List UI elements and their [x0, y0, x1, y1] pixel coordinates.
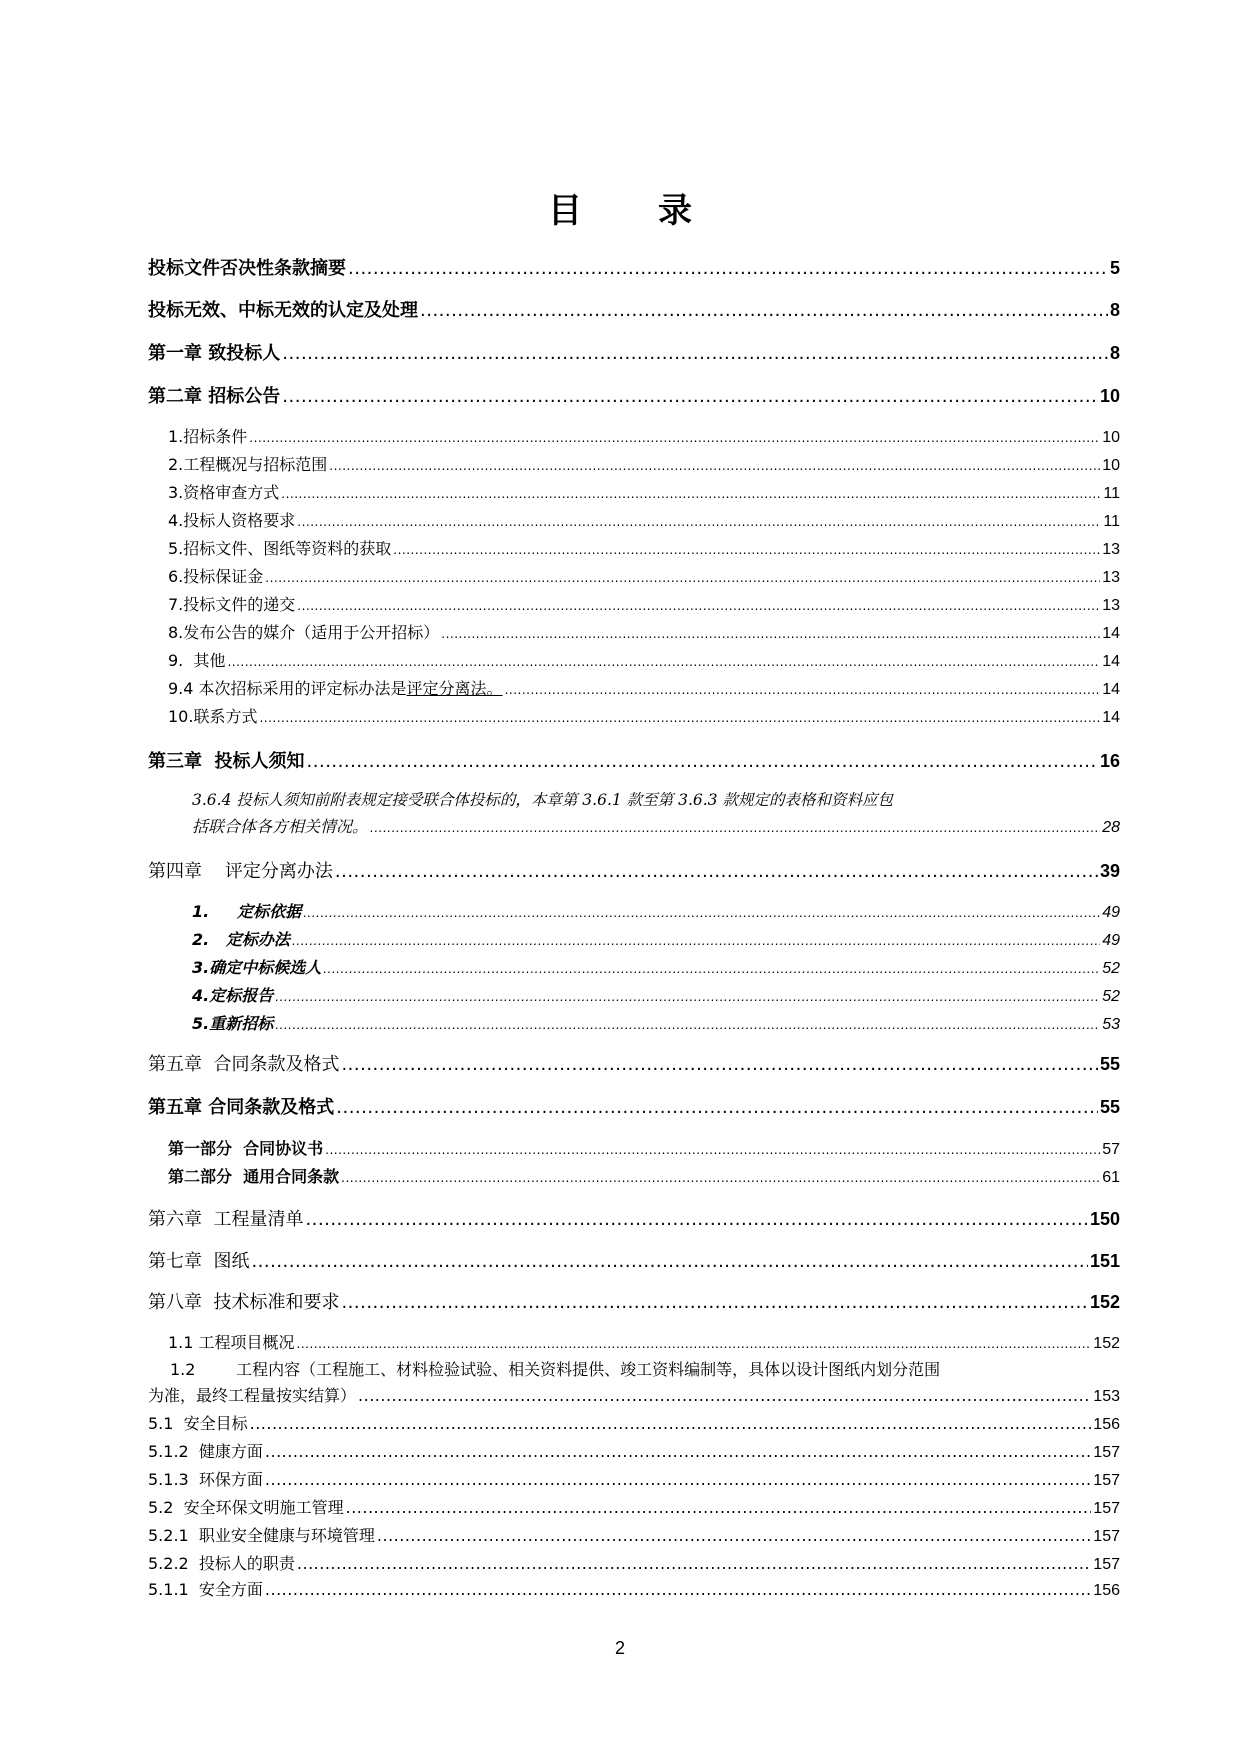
- toc-subentry[interactable]: [168, 678, 1120, 701]
- toc-subentry[interactable]: [168, 622, 1120, 645]
- dot-leader: [336, 1097, 1098, 1119]
- toc-entry-page: 156: [1093, 1416, 1120, 1433]
- dot-leader: [341, 1054, 1098, 1076]
- toc-entry[interactable]: [148, 1208, 1120, 1231]
- toc-entry-page: 152: [1093, 1335, 1120, 1352]
- dot-leader: [335, 861, 1098, 883]
- toc-entry-page: 157: [1093, 1444, 1120, 1461]
- dot-leader: [346, 1497, 1092, 1519]
- toc-entry[interactable]: [148, 1250, 1120, 1273]
- toc-entry-page: 10: [1102, 457, 1120, 474]
- toc-entry-page: 49: [1102, 932, 1120, 949]
- dot-leader: [251, 1251, 1088, 1273]
- toc-entry-page: 157: [1093, 1528, 1120, 1545]
- dot-leader: [341, 1166, 1100, 1189]
- toc-entry-page: 11: [1103, 513, 1120, 530]
- dot-leader: [341, 1292, 1088, 1314]
- toc-subentry[interactable]: [148, 1385, 1120, 1408]
- toc-entry-label: 5.1 安全目标: [148, 1414, 248, 1433]
- toc-entry-page: 10: [1102, 429, 1120, 446]
- dot-leader: [441, 622, 1100, 645]
- toc-subentry[interactable]: [168, 1166, 1120, 1189]
- toc-entry-page: 8: [1109, 300, 1120, 320]
- toc-entry-label: 1. 定标依据: [192, 902, 302, 921]
- dot-leader: [292, 929, 1100, 952]
- toc-entry-page: 157: [1093, 1556, 1120, 1573]
- toc-entry-page: 13: [1102, 569, 1120, 586]
- toc-entry[interactable]: [148, 385, 1120, 408]
- toc-entry-label: 3.资格审查方式: [168, 483, 280, 502]
- toc-entry-label: 括联合体各方相关情况。: [192, 817, 369, 836]
- toc-title: [0, 183, 1240, 232]
- toc-entry-label: 1.招标条件: [168, 427, 248, 446]
- toc-entry[interactable]: [148, 1096, 1120, 1119]
- toc-entry-label: 第五章 合同条款及格式: [148, 1054, 340, 1075]
- toc-entry-label: 6.投标保证金: [168, 567, 264, 586]
- toc-entry-label: 5.1.2 健康方面: [148, 1442, 263, 1461]
- dot-leader: [265, 1441, 1091, 1463]
- toc-subentry[interactable]: [148, 1553, 1120, 1576]
- toc-entry-label: 5.2 安全环保文明施工管理: [148, 1498, 344, 1517]
- title-char-2: 录: [658, 191, 692, 231]
- underlined-text: 评定分离法。: [406, 679, 503, 698]
- toc-subentry[interactable]: [168, 510, 1120, 533]
- toc-entry-label: [168, 678, 503, 700]
- toc-entry-label: 5.1.1 安全方面: [148, 1580, 263, 1599]
- toc-entry-page: 157: [1093, 1500, 1120, 1517]
- toc-subentry[interactable]: [192, 929, 1120, 952]
- toc-entry-page: 157: [1093, 1472, 1120, 1489]
- toc-wrapped-first-line[interactable]: 1.2 工程内容（工程施工、材料检验试验、相关资料提供、竣工资料编制等，具体以设计图纸内划分范围: [170, 1360, 941, 1379]
- toc-entry-page: 53: [1102, 1016, 1120, 1033]
- toc-entry-label: 4.投标人资格要求: [168, 511, 296, 530]
- dot-leader: [250, 1413, 1092, 1435]
- dot-leader: [297, 1332, 1092, 1355]
- toc-entry-page: 55: [1099, 1054, 1120, 1074]
- dot-leader: [307, 751, 1098, 773]
- toc-entry-page: 150: [1089, 1209, 1120, 1229]
- toc-entry-page: 55: [1099, 1097, 1120, 1117]
- toc-entry-label: 2. 定标办法: [192, 930, 290, 949]
- toc-entry-label: 5.1.3 环保方面: [148, 1470, 263, 1489]
- dot-leader: [281, 482, 1101, 505]
- dot-leader: [303, 901, 1100, 924]
- toc-entry[interactable]: [148, 257, 1120, 280]
- dot-leader: [297, 594, 1100, 617]
- dot-leader: [275, 985, 1100, 1008]
- toc-subentry[interactable]: [148, 1579, 1120, 1602]
- toc-entry-label: 8.发布公告的媒介（适用于公开招标）: [168, 623, 440, 642]
- toc-entry[interactable]: [148, 1291, 1120, 1314]
- dot-leader: [329, 454, 1100, 477]
- dot-leader: [420, 300, 1108, 322]
- dot-leader: [377, 1525, 1091, 1547]
- toc-entry-page: 152: [1089, 1292, 1120, 1312]
- toc-entry-label: 第五章 合同条款及格式: [148, 1097, 335, 1118]
- toc-entry-label: 为准，最终工程量按实结算）: [148, 1386, 357, 1405]
- toc-subentry[interactable]: [168, 1138, 1120, 1161]
- toc-entry-label: 投标无效、中标无效的认定及处理: [148, 300, 418, 321]
- toc-subentry[interactable]: [192, 816, 1120, 839]
- dot-leader: [370, 816, 1100, 839]
- toc-entry-label: 5.2.1 职业安全健康与环境管理: [148, 1526, 375, 1545]
- page-number: 2: [614, 1638, 625, 1658]
- dot-leader: [227, 650, 1100, 673]
- toc-entry-page: 13: [1102, 597, 1120, 614]
- toc-entry-page: 14: [1102, 625, 1120, 642]
- toc-subentry[interactable]: [168, 454, 1120, 477]
- toc-entry[interactable]: [148, 299, 1120, 322]
- toc-subentry[interactable]: [148, 1497, 1120, 1520]
- toc-wrapped-first-line[interactable]: 3.6.4 投标人须知前附表规定接受联合体投标的，本章第 3.6.1 款至第 3.6.3 款规定的表格和资料应包: [192, 791, 893, 809]
- toc-entry-page: 153: [1093, 1388, 1120, 1405]
- toc-subentry[interactable]: [168, 426, 1120, 449]
- dot-leader: [265, 1579, 1091, 1601]
- dot-leader: [358, 1385, 1091, 1407]
- toc-entry-page: 52: [1102, 960, 1120, 977]
- dot-leader: [275, 1013, 1100, 1036]
- toc-subentry[interactable]: [148, 1525, 1120, 1548]
- toc-entry-page: 28: [1102, 819, 1120, 836]
- dot-leader: [259, 706, 1100, 729]
- toc-entry-page: 39: [1099, 861, 1120, 881]
- toc-entry-label: 第四章 评定分离办法: [148, 861, 333, 882]
- dot-leader: [249, 426, 1100, 449]
- toc-subentry[interactable]: [168, 538, 1120, 561]
- toc-entry-label: 7.投标文件的递交: [168, 595, 296, 614]
- toc-entry-label: 第三章 投标人须知: [148, 751, 305, 772]
- toc-entry-label: 9. 其他: [168, 651, 226, 670]
- toc-subentry[interactable]: [148, 1441, 1120, 1464]
- toc-entry-label: 3.确定中标候选人: [192, 958, 322, 977]
- toc-entry[interactable]: [148, 750, 1120, 773]
- toc-entry-label: 投标文件否决性条款摘要: [148, 258, 346, 279]
- dot-leader: [265, 1469, 1091, 1491]
- toc-entry-page: 156: [1093, 1582, 1120, 1599]
- toc-entry-label: 第六章 工程量清单: [148, 1209, 304, 1230]
- toc-entry-page: 57: [1102, 1141, 1120, 1158]
- toc-entry-page: 14: [1102, 653, 1120, 670]
- toc-entry[interactable]: [148, 1053, 1120, 1076]
- title-char-1: 目: [548, 191, 582, 231]
- toc-entry-page: 151: [1089, 1251, 1120, 1271]
- toc-entry-page: 52: [1102, 988, 1120, 1005]
- toc-entry-label: 5.2.2 投标人的职责: [148, 1554, 295, 1573]
- toc-entry-page: 13: [1102, 541, 1120, 558]
- toc-entry-label: 第八章 技术标准和要求: [148, 1292, 340, 1313]
- toc-entry[interactable]: [148, 342, 1120, 365]
- toc-entry-label: 5.招标文件、图纸等资料的获取: [168, 539, 392, 558]
- dot-leader: [393, 538, 1100, 561]
- toc-subentry[interactable]: [168, 482, 1120, 505]
- toc-entry-page: 14: [1102, 709, 1120, 726]
- toc-subentry[interactable]: [168, 594, 1120, 617]
- toc-entry-page: 8: [1109, 343, 1120, 363]
- dot-leader: [325, 1138, 1100, 1161]
- toc-entry-label: 第二章 招标公告: [148, 386, 281, 407]
- toc-subentry[interactable]: [168, 566, 1120, 589]
- toc-entry-page: 10: [1099, 386, 1120, 406]
- dot-leader: [297, 1553, 1091, 1575]
- dot-leader: [282, 386, 1098, 408]
- toc-entry-label: 第一部分 合同协议书: [168, 1139, 324, 1158]
- toc-entry-label: 第二部分 通用合同条款: [168, 1167, 340, 1186]
- toc-entry-label: 2.工程概况与招标范围: [168, 455, 328, 474]
- toc-entry-page: 11: [1103, 485, 1120, 502]
- toc-entry-page: 16: [1099, 751, 1120, 771]
- toc-entry-page: 49: [1102, 904, 1120, 921]
- toc-subentry[interactable]: [168, 1332, 1120, 1355]
- toc-entry-label: 4.定标报告: [192, 986, 274, 1005]
- toc-subentry[interactable]: [168, 706, 1120, 729]
- toc-entry-label: 5.重新招标: [192, 1014, 274, 1033]
- dot-leader: [282, 343, 1108, 365]
- label-text: 9.4 本次招标采用的评定标办法是: [168, 679, 407, 698]
- dot-leader: [305, 1209, 1088, 1231]
- toc-subentry[interactable]: [192, 985, 1120, 1008]
- toc-entry-page: 61: [1102, 1169, 1120, 1186]
- dot-leader: [348, 258, 1108, 280]
- toc-entry-label: 1.1 工程项目概况: [168, 1333, 295, 1352]
- toc-entry-page: 14: [1102, 681, 1120, 698]
- toc-subentry[interactable]: [192, 957, 1120, 980]
- toc-subentry[interactable]: [148, 1469, 1120, 1492]
- toc-entry-label: 第七章 图纸: [148, 1251, 250, 1272]
- toc-subentry[interactable]: [148, 1413, 1120, 1436]
- toc-subentry[interactable]: [192, 1013, 1120, 1036]
- toc-entry-label: 第一章 致投标人: [148, 343, 281, 364]
- dot-leader: [265, 566, 1100, 589]
- toc-subentry[interactable]: [168, 650, 1120, 673]
- toc-entry[interactable]: [148, 860, 1120, 883]
- toc-subentry[interactable]: [192, 901, 1120, 924]
- toc-entry-page: 5: [1109, 258, 1120, 278]
- dot-leader: [323, 957, 1100, 980]
- dot-leader: [505, 678, 1101, 701]
- toc-entry-label: 10.联系方式: [168, 707, 258, 726]
- dot-leader: [297, 510, 1101, 533]
